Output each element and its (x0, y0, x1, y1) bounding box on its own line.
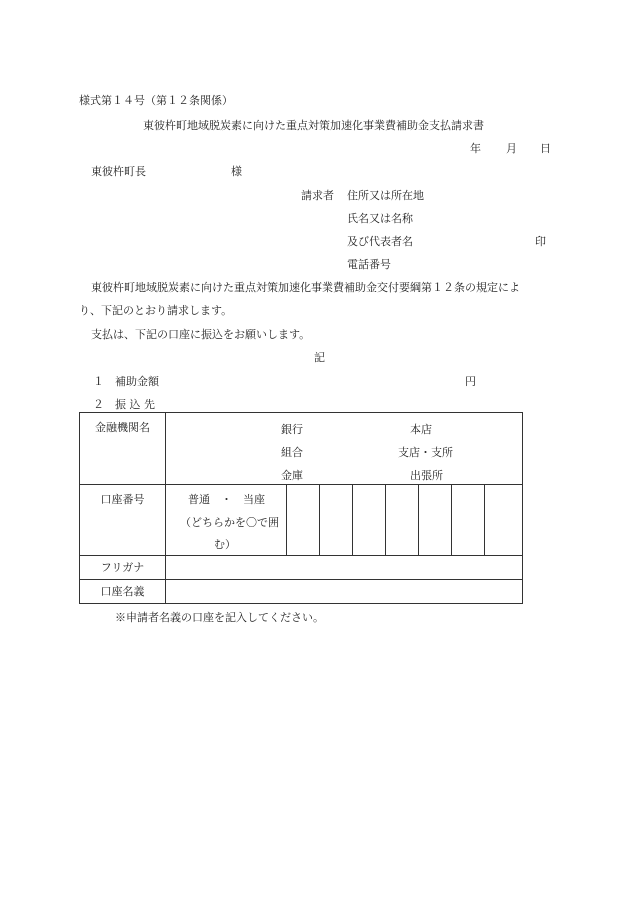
account-name-row (80, 580, 523, 604)
ki-heading: 記 (314, 351, 325, 364)
vault-option: 金庫 (281, 469, 303, 482)
item1-label: 補助金額 (115, 375, 159, 388)
institution-options (166, 413, 522, 483)
account-type-note-2: む） (214, 538, 236, 551)
requester-representative: 及び代表者名 (347, 235, 413, 248)
body-line-2: り、下記のとおり請求します。 (79, 304, 233, 317)
item2-number: ２ (93, 398, 104, 411)
account-number-label: 口座番号 (80, 485, 166, 556)
furigana-label: フリガナ (80, 556, 166, 580)
item2-label: 振 込 先 (115, 398, 155, 411)
seal-mark: 印 (535, 235, 546, 248)
branch-option: 支店・支所 (398, 446, 453, 459)
account-digit-box[interactable] (386, 485, 419, 556)
account-name-label: 口座名義 (80, 580, 166, 604)
account-digit-box[interactable] (287, 485, 320, 556)
body-line-3: 支払は、下記の口座に振込をお願いします。 (91, 328, 311, 341)
addressee-honorific: 様 (231, 165, 242, 178)
addressee-name: 東彼杵町長 (91, 165, 146, 178)
form-title: 東彼杵町地域脱炭素に向けた重点対策加速化事業費補助金支払請求書 (143, 119, 484, 132)
head-office-option: 本店 (410, 423, 432, 436)
account-digit-box[interactable] (320, 485, 353, 556)
bank-account-table (79, 412, 523, 604)
furigana-field[interactable] (166, 556, 523, 580)
institution-field[interactable] (166, 413, 523, 485)
yen-unit: 円 (465, 375, 476, 388)
account-name-field[interactable] (166, 580, 523, 604)
account-type-field[interactable] (166, 485, 287, 556)
furigana-row (80, 556, 523, 580)
account-type-note-1: （どちらかを〇で囲 (180, 516, 279, 529)
date-year: 年 (470, 142, 481, 155)
union-option: 組合 (281, 446, 303, 459)
sub-office-option: 出張所 (410, 469, 443, 482)
account-digit-box[interactable] (452, 485, 485, 556)
institution-label: 金融機関名 (80, 413, 166, 485)
form-number: 様式第１４号（第１２条関係） (79, 94, 233, 107)
account-digit-box[interactable] (353, 485, 386, 556)
account-number-row (80, 485, 523, 556)
account-note: ※申請者名義の口座を記入してください。 (115, 611, 324, 624)
requester-address: 住所又は所在地 (347, 189, 424, 202)
requester-name: 氏名又は名称 (347, 212, 413, 225)
item1-number: １ (93, 375, 104, 388)
institution-row (80, 413, 523, 485)
date-month: 月 (506, 142, 517, 155)
account-digit-box[interactable] (485, 485, 523, 556)
account-type-choices: 普通 ・ 当座 (188, 493, 265, 506)
bank-option: 銀行 (281, 423, 303, 436)
date-day: 日 (540, 142, 551, 155)
requester-phone: 電話番号 (347, 258, 391, 271)
account-digit-box[interactable] (419, 485, 452, 556)
account-type-options (166, 485, 286, 555)
body-line-1: 東彼杵町地域脱炭素に向けた重点対策加速化事業費補助金交付要綱第１２条の規定によ (91, 281, 520, 294)
requester-label: 請求者 (301, 189, 334, 202)
